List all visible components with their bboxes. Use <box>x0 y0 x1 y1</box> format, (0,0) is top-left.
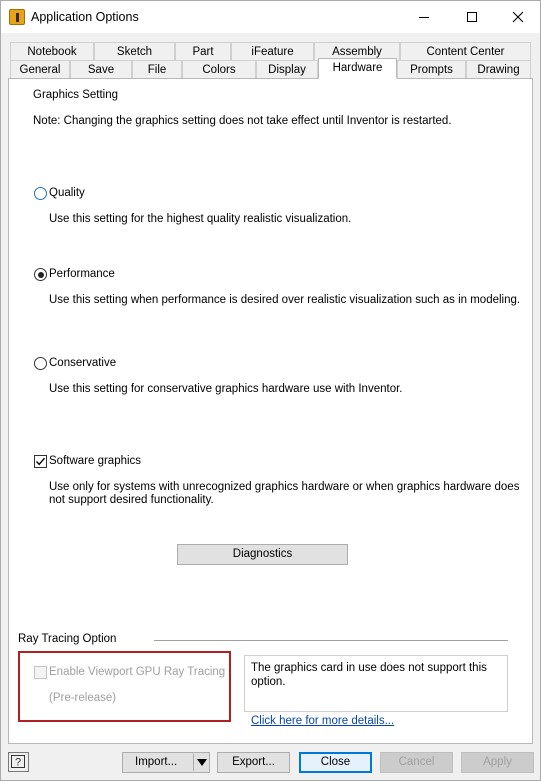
tab-hardware[interactable]: Hardware <box>318 58 397 79</box>
maximize-icon <box>466 11 478 23</box>
software-graphics-checkbox[interactable] <box>34 455 47 468</box>
gpu-support-info-text: The graphics card in use does not support this option. <box>251 662 487 688</box>
tab-sketch[interactable]: Sketch <box>94 42 175 61</box>
cancel-button[interactable]: Cancel <box>380 752 453 773</box>
pre-release-label: (Pre-release) <box>49 692 117 704</box>
tab-assembly[interactable]: Assembly <box>314 42 400 61</box>
quality-label[interactable]: Quality <box>49 187 85 199</box>
performance-radio[interactable] <box>34 268 47 281</box>
graphics-setting-heading: Graphics Setting <box>33 89 119 101</box>
software-graphics-description-line2: not support desired functionality. <box>49 494 214 506</box>
conservative-label[interactable]: Conservative <box>49 357 117 369</box>
tab-display[interactable]: Display <box>256 60 318 79</box>
performance-description: Use this setting when performance is desired over realistic visualization such as in modeling. <box>49 294 521 306</box>
title-bar <box>1 1 540 33</box>
dropdown-arrow-icon <box>197 759 207 767</box>
tab-part[interactable]: Part <box>175 42 231 61</box>
tab-ifeature[interactable]: iFeature <box>231 42 314 61</box>
maximize-button[interactable] <box>449 1 495 33</box>
conservative-description: Use this setting for conservative graphics hardware use with Inventor. <box>49 383 403 395</box>
gpu-ray-tracing-checkbox[interactable] <box>34 666 47 679</box>
tab-colors[interactable]: Colors <box>182 60 256 79</box>
window-title: Application Options <box>31 10 139 24</box>
import-split-divider <box>193 754 194 771</box>
help-question-icon <box>9 753 28 771</box>
checkmark-icon <box>35 456 46 467</box>
svg-text:?: ? <box>14 756 22 769</box>
restart-note: Note: Changing the graphics setting does not take effect until Inventor is restarted. <box>33 115 452 127</box>
tab-drawing[interactable]: Drawing <box>466 60 531 79</box>
tab-file[interactable]: File <box>132 60 182 79</box>
gpu-ray-tracing-label: Enable Viewport GPU Ray Tracing <box>49 666 226 678</box>
tab-prompts[interactable]: Prompts <box>397 60 466 79</box>
help-button[interactable] <box>8 752 29 772</box>
ray-tracing-highlight-box <box>18 651 231 722</box>
gpu-support-info-box <box>244 655 508 712</box>
minimize-button[interactable] <box>401 1 447 33</box>
tab-save[interactable]: Save <box>70 60 132 79</box>
import-dropdown-arrow[interactable] <box>197 758 207 770</box>
performance-label[interactable]: Performance <box>49 268 115 280</box>
diagnostics-button[interactable]: Diagnostics <box>177 544 348 565</box>
close-window-button[interactable] <box>495 1 541 33</box>
group-divider <box>154 640 508 641</box>
tab-general[interactable]: General <box>10 60 70 79</box>
close-button[interactable]: Close <box>299 752 372 773</box>
inventor-app-icon <box>9 9 25 25</box>
minimize-icon <box>418 11 430 23</box>
apply-button[interactable]: Apply <box>461 752 534 773</box>
more-details-link[interactable]: Click here for more details... <box>251 715 395 727</box>
close-icon <box>512 11 524 23</box>
software-graphics-label[interactable]: Software graphics <box>49 455 142 467</box>
conservative-radio[interactable] <box>34 357 47 370</box>
tab-content-center[interactable]: Content Center <box>400 42 531 61</box>
quality-radio[interactable] <box>34 187 47 200</box>
ray-tracing-group-title: Ray Tracing Option <box>18 633 117 645</box>
hardware-tab-panel <box>8 78 533 744</box>
software-graphics-description-line1: Use only for systems with unrecognized graphics hardware or when graphics hardware does <box>49 481 520 493</box>
quality-description: Use this setting for the highest quality realistic visualization. <box>49 213 352 225</box>
tab-notebook[interactable]: Notebook <box>10 42 94 61</box>
export-button[interactable]: Export... <box>217 752 290 773</box>
import-label: Import... <box>135 756 178 768</box>
